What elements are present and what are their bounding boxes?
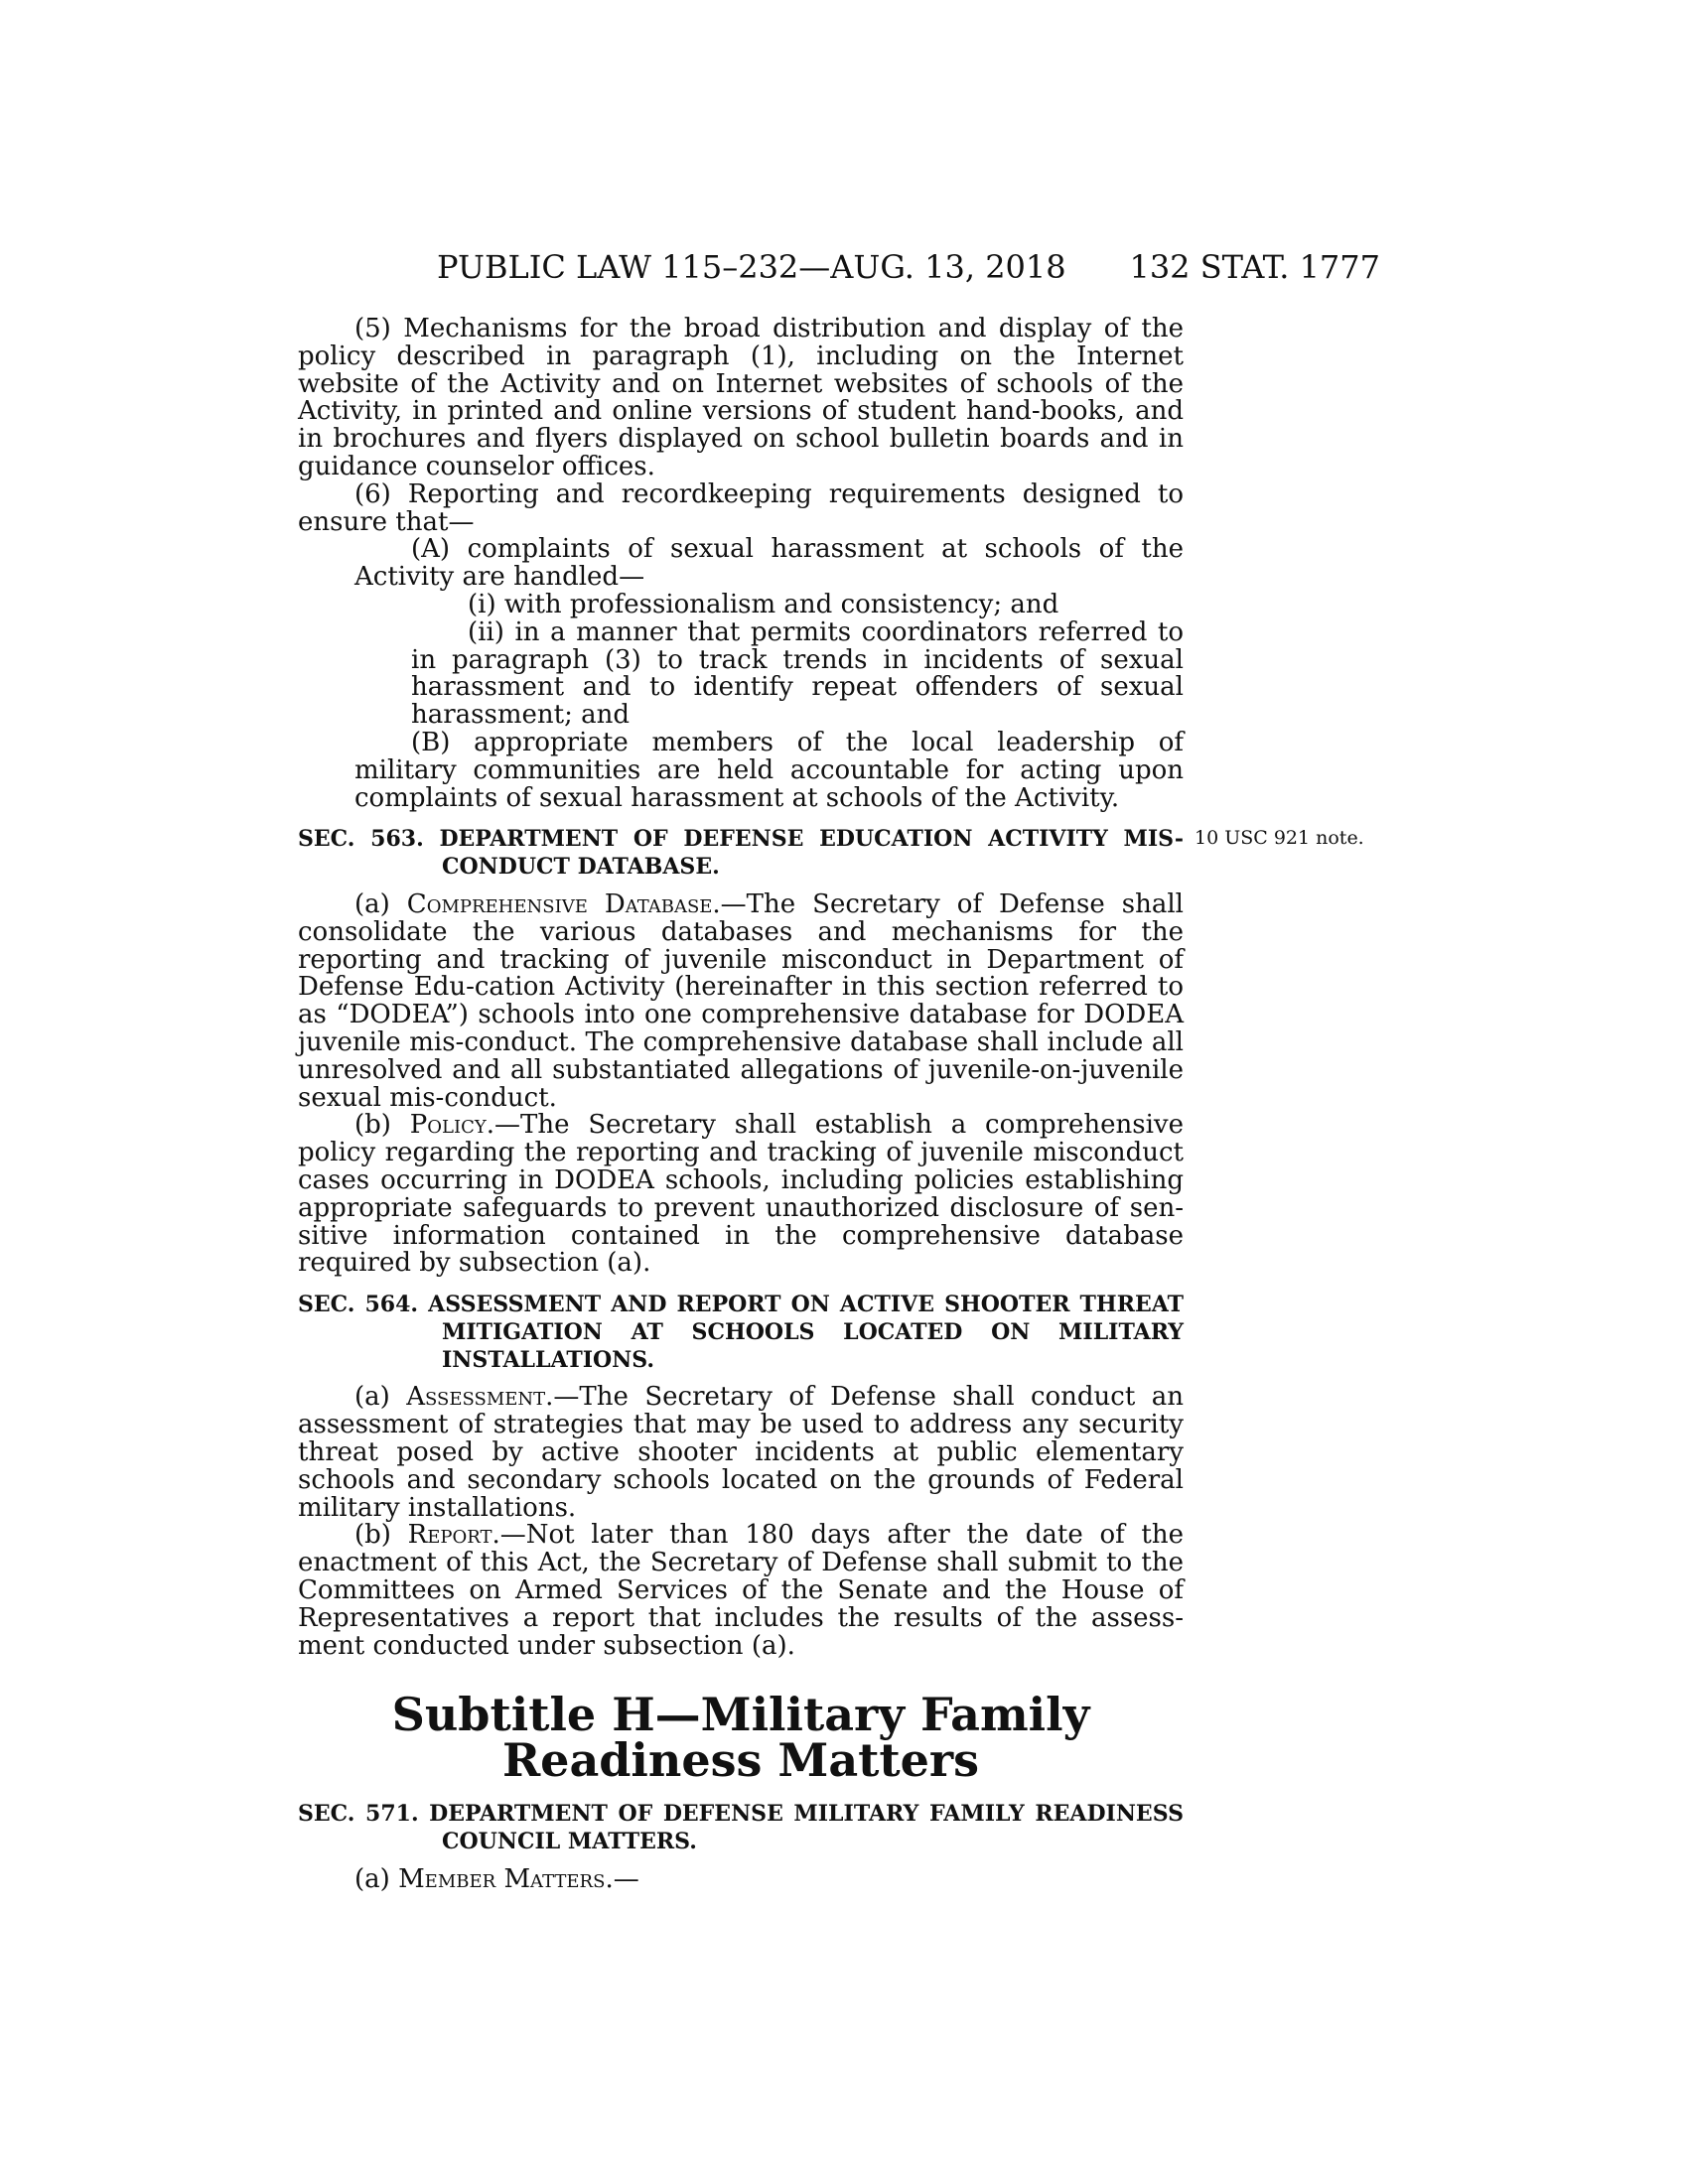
margin-note: 10 USC 921 note. [1195,827,1364,849]
header-law-citation: PUBLIC LAW 115–232—AUG. 13, 2018 [437,248,1066,286]
subparagraph-b: (B) appropriate members of the local leadership of military communities are held accountable for acting upon complaints of sexual harassment at schools of the Activity. [354,727,1184,813]
section-571-heading: SEC. 571. DEPARTMENT OF DEFENSE MILITARY FAMILY READINESS COUNCIL MATTERS. [298,1801,1184,1855]
section-571-a-heading: Member Matters [398,1864,606,1895]
section-564-heading: SEC. 564. ASSESSMENT AND REPORT ON ACTIVE SHOOTER THREAT MITIGATION AT SCHOOLS LOCATED ON MILITARY INSTALLATIONS. [298,1292,1184,1373]
section-563-b-heading: Policy [409,1110,487,1141]
paragraph-5: (5) Mechanisms for the broad distribution and display of the policy described in paragraph (1), including on the Internet website of the Activity and on Internet websites of schools of the Activity, in printed and online versions of student hand-books, and in brochures and flyers displayed on school bulletin boards and in guidance counselor offices. [298,314,1184,481]
section-564-b-heading: Report [407,1520,492,1551]
paragraph-6: (6) Reporting and recordkeeping requirements designed to ensure that— [298,478,1184,537]
section-564-a: (a) Assessment.—The Secretary of Defense shall conduct an assessment of strategies that may be used to address any security threat posed by active shooter incidents at public elementary schools and secondary schools located on the grounds of Federal military installations. [298,1382,1184,1523]
clause-ii: (ii) in a manner that permits coordinators referred to in paragraph (3) to track trends in incidents of sexual harassment and to identify repeat offenders of sexual harassment; and [411,616,1184,731]
subtitle-heading: Subtitle H—Military Family Readiness Matters [391,1688,1090,1788]
section-564-a-heading: Assessment [406,1382,546,1413]
section-564-b: (b) Report.—Not later than 180 days after the date of the enactment of this Act, the Secretary of Defense shall submit to the Committees on Armed Services of the Senate and the House of Representatives a report that includes the results of the assess-ment conducted under subsection (a). [298,1520,1185,1661]
clause-i: (i) with professionalism and consistency; and [468,589,1059,619]
subparagraph-a: (A) complaints of sexual harassment at schools of the Activity are handled— [354,534,1184,593]
section-563-a-heading: Comprehensive Database [406,888,713,919]
section-571-a: (a) Member Matters.— [354,1864,639,1895]
section-563-b: (b) Policy.—The Secretary shall establish a comprehensive policy regarding the reporting and tracking of juvenile misconduct cases occurring in DODEA schools, including policies establishing appropriate safeguards to prevent unauthorized disclosure of sen-sitive information contained in the comprehensive database required by subsection (a). [298,1110,1184,1279]
header-page-number: 132 STAT. 1777 [1129,248,1380,286]
running-header [298,248,1380,288]
section-563-a: (a) Comprehensive Database.—The Secretary of Defense shall consolidate the various databases and mechanisms for the reporting and tracking of juvenile misconduct in Department of Defense Edu-cation Activity (hereinafter in this section referred to as “DODEA”) schools into one comprehensive database for DODEA juvenile mis-conduct. The comprehensive database shall include all unresolved and all substantiated allegations of juvenile-on-juvenile sexual mis-conduct. [298,888,1184,1113]
section-563-heading: SEC. 563. DEPARTMENT OF DEFENSE EDUCATION ACTIVITY MIS-CONDUCT DATABASE. [298,826,1184,881]
document-body [298,316,1184,1894]
